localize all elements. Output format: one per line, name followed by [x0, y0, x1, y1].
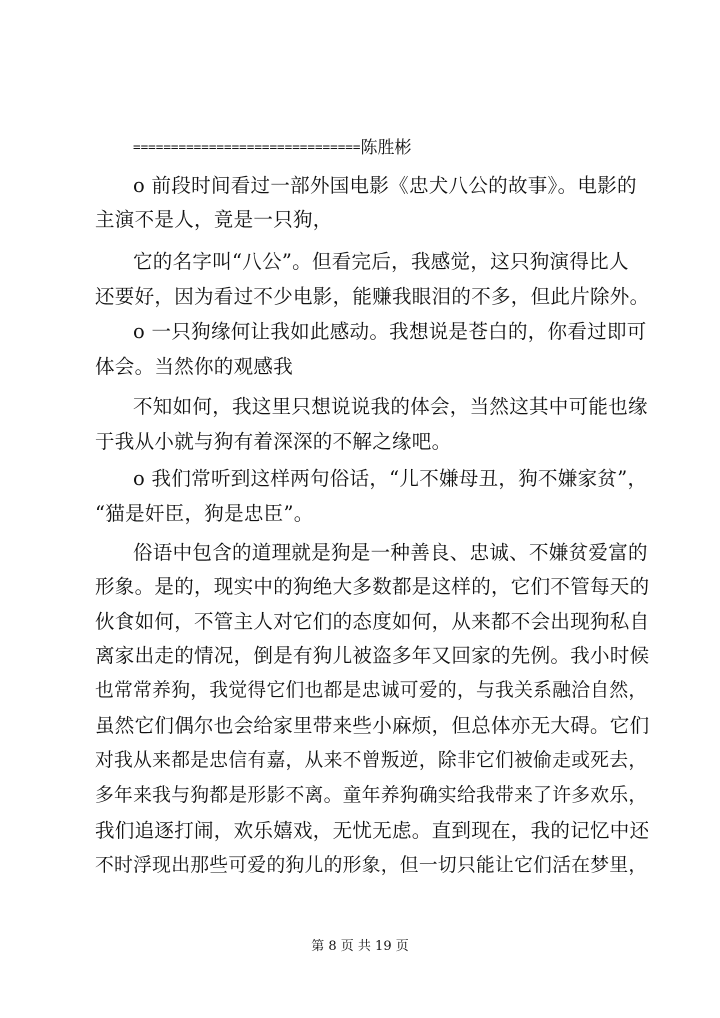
- byline-rule: ==============================: [133, 139, 361, 154]
- text-line: 对我从来都是忠信有嘉，从来不曾叛逆，除非它们被偷走或死去，: [95, 750, 648, 771]
- text-line: 虽然它们偶尔也会给家里带来些小麻烦，但总体亦无大碍。它们: [95, 714, 650, 737]
- text-line: o 一只狗缘何让我如此感动。我想说是苍白的，你看过即可: [133, 320, 647, 343]
- page-footer: 第 8 页 共 19 页: [311, 939, 409, 954]
- author-name: 陈胜彬: [360, 138, 412, 158]
- text-line: 也常常养狗，我觉得它们也都是忠诚可爱的，与我关系融洽自然，: [95, 680, 648, 701]
- text-line: 它的名字叫“八公”。但看完后，我感觉，这只狗演得比人: [133, 250, 629, 273]
- text-line: 形象。是的，现实中的狗绝大多数都是这样的，它们不管每天的: [95, 575, 650, 598]
- text-line: 体会。当然你的观感我: [95, 355, 294, 378]
- text-line: 还要好，因为看过不少电影，能赚我眼泪的不多，但此片除外。: [95, 285, 650, 308]
- text-line: o 我们常听到这样两句俗话，“儿不嫌母丑，狗不嫌家贫”，: [133, 467, 648, 490]
- text-line: 多年来我与狗都是形影不离。童年养狗确实给我带来了许多欢乐，: [95, 785, 648, 806]
- text-line: 主演不是人，竟是一只狗，: [95, 208, 333, 231]
- text-line: 不时浮现出那些可爱的狗儿的形象，但一切只能让它们活在梦里，: [95, 855, 648, 876]
- text-line: 我们追逐打闹，欢乐嬉戏，无忧无虑。直到现在，我的记忆中还: [95, 819, 650, 842]
- text-line: o 前段时间看过一部外国电影《忠犬八公的故事》。电影的: [133, 174, 637, 197]
- text-line: 于我从小就与狗有着深深的不解之缘吧。: [95, 430, 452, 453]
- text-line: 不知如何，我这里只想说说我的体会，当然这其中可能也缘: [133, 395, 648, 418]
- text-line: 俗语中包含的道理就是狗是一种善良、忠诚、不嫌贫爱富的: [133, 541, 648, 564]
- text-line: “猫是奸臣，狗是忠臣”。: [95, 502, 314, 525]
- text-line: 伙食如何，不管主人对它们的态度如何，从来都不会出现狗私自: [95, 610, 650, 633]
- byline: [133, 134, 411, 161]
- text-line: 离家出走的情况，倒是有狗儿被盗多年又回家的先例。我小时候: [95, 644, 650, 667]
